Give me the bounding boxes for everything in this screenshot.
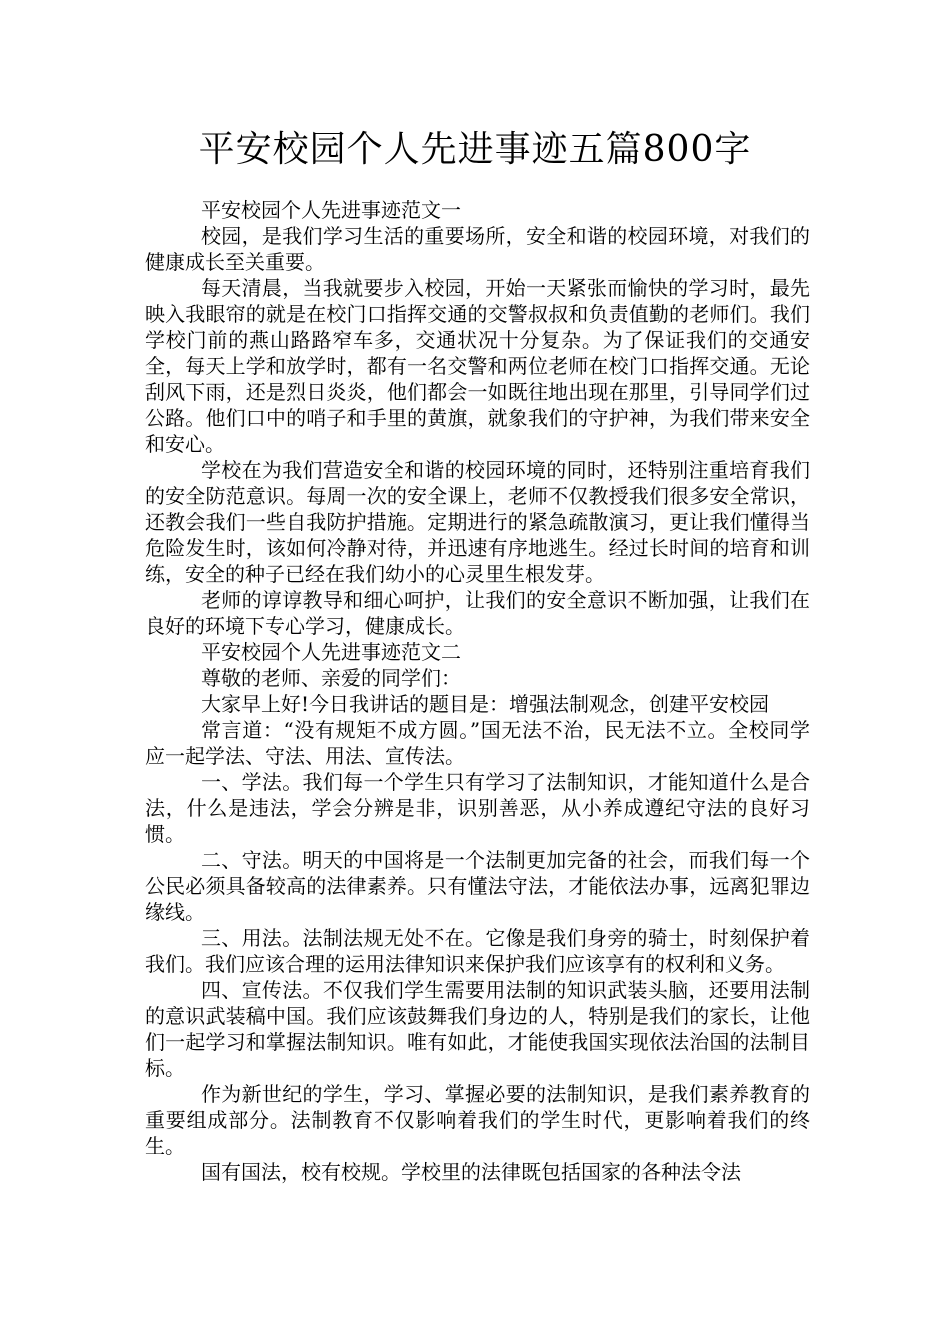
- paragraph: 常言道：“没有规矩不成方圆。”国无法不治，民无法不立。全校同学应一起学法、守法、用法、宣传法。: [145, 718, 810, 768]
- paragraph: 老师的谆谆教导和细心呵护，让我们的安全意识不断加强，让我们在良好的环境下专心学习，健康成长。: [145, 588, 810, 638]
- paragraph: 作为新世纪的学生，学习、掌握必要的法制知识，是我们素养教育的重要组成部分。法制教育不仅影响着我们的学生时代，更影响着我们的终生。: [145, 1082, 810, 1158]
- salutation: 尊敬的老师、亲爱的同学们：: [201, 666, 461, 690]
- section-heading-1: 平安校园个人先进事迹范文一: [201, 198, 461, 222]
- section-heading-2: 平安校园个人先进事迹范文二: [201, 640, 461, 664]
- paragraph: 每天清晨，当我就要步入校园，开始一天紧张而愉快的学习时，最先映入我眼帘的就是在校门口指挥交通的交警叔叔和负责值勤的老师们。我们学校门前的燕山路路窄车多，交通状况十分复杂。为了保证我们的交通安全，每天上学和放学时，都有一名交警和两位老师在校门口指挥交通。无论刮风下雨，还是烈日炎炎，他们都会一如既往地出现在那里，引导同学们过公路。他们口中的哨子和手里的黄旗，就象我们的守护神，为我们带来安全和安心。: [145, 276, 810, 456]
- paragraph: 校园，是我们学习生活的重要场所，安全和谐的校园环境，对我们的健康成长至关重要。: [145, 224, 810, 274]
- paragraph: 学校在为我们营造安全和谐的校园环境的同时，还特别注重培育我们的安全防范意识。每周一次的安全课上，老师不仅教授我们很多安全常识，还教会我们一些自我防护措施。定期进行的紧急疏散演习，更让我们懂得当危险发生时，该如何冷静对待，并迅速有序地逃生。经过长时间的培育和训练，安全的种子已经在我们幼小的心灵里生根发芽。: [145, 458, 810, 586]
- paragraph: 国有国法，校有校规。学校里的法律既包括国家的各种法令法: [201, 1160, 741, 1184]
- paragraph: 四、宣传法。不仅我们学生需要用法制的知识武装头脑，还要用法制的意识武装稿中国。我们应该鼓舞我们身边的人，特别是我们的家长，让他们一起学习和掌握法制知识。唯有如此，才能使我国实现依法治国的法制目标。: [145, 978, 810, 1080]
- paragraph: 一、学法。我们每一个学生只有学习了法制知识，才能知道什么是合法，什么是违法，学会分辨是非，识别善恶，从小养成遵纪守法的良好习惯。: [145, 770, 810, 846]
- paragraph: 二、守法。明天的中国将是一个法制更加完备的社会，而我们每一个公民必须具备较高的法律素养。只有懂法守法，才能依法办事，远离犯罪边缘线。: [145, 848, 810, 924]
- document-title: 平安校园个人先进事迹五篇800字: [198, 129, 752, 170]
- document-body: [145, 197, 810, 1185]
- paragraph: 三、用法。法制法规无处不在。它像是我们身旁的骑士，时刻保护着我们。我们应该合理的运用法律知识来保护我们应该享有的权利和义务。: [145, 926, 810, 976]
- paragraph: 大家早上好!今日我讲话的题目是：增强法制观念，创建平安校园: [201, 692, 770, 716]
